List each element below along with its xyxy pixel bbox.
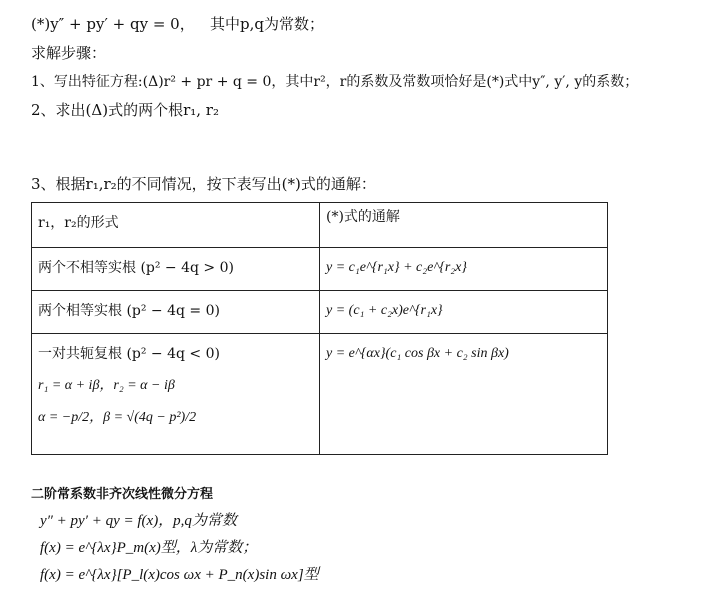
nonhomogeneous-equation: y″ + py′ + qy = f(x)，p,q为常数 (40, 513, 237, 529)
row3-general-solution (320, 334, 608, 455)
row3-root-form (32, 334, 320, 455)
table-row (32, 291, 608, 334)
row2-general-solution (320, 291, 608, 334)
table-header-row (32, 203, 608, 248)
section-nonhomogeneous-title: 二阶常系数非齐次线性微分方程 (31, 487, 214, 502)
row1-root-form-text: 两个不相等实根 (p² − 4q > 0) (38, 260, 234, 276)
header-general-solution-label: (*)式的通解 (326, 209, 400, 225)
row3-general-solution-text: y = e^{αx}(c₁ cos βx + c₂ sin βx) (326, 346, 509, 361)
forcing-type-1: f(x) = e^{λx}P_m(x)型，λ为常数； (40, 540, 258, 556)
steps-title: 求解步骤： (31, 44, 107, 62)
row2-general-solution-text: y = (c₁ + c₂x)e^{r₁x} (326, 303, 443, 318)
ode-constants-note: 其中p,q为常数； (210, 15, 324, 33)
row1-general-solution-text: y = c₁e^{r₁x} + c₂e^{r₂x} (326, 260, 467, 275)
header-root-form (32, 203, 320, 248)
table-row (32, 248, 608, 291)
step-2: 2、求出(Δ)式的两个根r₁, r₂ (31, 101, 219, 119)
forcing-type-2: f(x) = e^{λx}[P_l(x)cos ωx + P_n(x)sin ωx]型 (40, 567, 319, 583)
row1-general-solution (320, 248, 608, 291)
header-general-solution (320, 203, 608, 248)
row2-root-form (32, 291, 320, 334)
ode-definition: (*)y″ + py′ + qy = 0， (31, 15, 195, 33)
step-1: 1、写出特征方程:(Δ)r² + pr + q = 0，其中r²，r的系数及常数项恰好是(*)式中y″, y′, y的系数； (31, 74, 639, 90)
row2-root-form-text: 两个相等实根 (p² − 4q = 0) (38, 303, 220, 319)
header-root-form-label: r₁，r₂的形式 (38, 215, 119, 231)
step-3: 3、根据r₁,r₂的不同情况，按下表写出(*)式的通解： (31, 175, 376, 193)
table-row (32, 334, 608, 455)
row3-alpha-beta: α = −p/2，β = √(4q − p²)/2 (38, 410, 197, 425)
row1-root-form (32, 248, 320, 291)
row3-root-form-text: 一对共轭复根 (p² − 4q < 0) (38, 346, 220, 362)
row3-roots: r₁ = α + iβ，r₂ = α − iβ (38, 378, 175, 393)
general-solution-table (31, 202, 608, 455)
